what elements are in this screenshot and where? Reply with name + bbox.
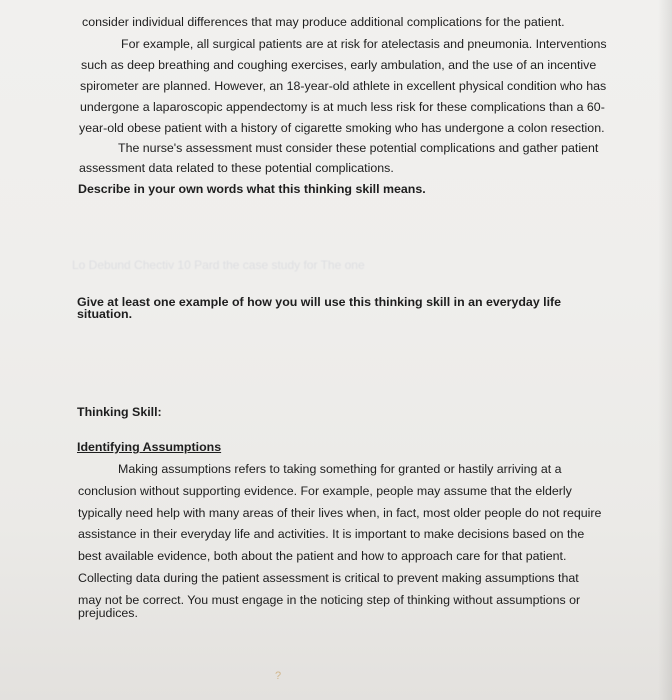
skill-paragraph-line: prejudices.	[78, 606, 138, 620]
paragraph-line: undergone a laparoscopic appendectomy is at much less risk for these complications than a 60-	[80, 100, 605, 114]
paragraph-line: For example, all surgical patients are at risk for atelectasis and pneumonia. Interventions	[121, 37, 607, 51]
paragraph-line: such as deep breathing and coughing exercises, early ambulation, and the use of an incentive	[81, 58, 597, 72]
page-edge-shadow	[658, 0, 672, 700]
skill-paragraph-line: typically need help with many areas of their lives when, in fact, most older people do not require	[78, 506, 602, 520]
paragraph-line: spirometer are planned. However, an 18-year-old athlete in excellent physical condition who has	[80, 79, 607, 93]
question-describe: Describe in your own words what this thinking skill means.	[78, 182, 426, 196]
skill-paragraph-line: conclusion without supporting evidence. For example, people may assume that the elderly	[78, 484, 572, 498]
page-mark: ?	[275, 670, 282, 682]
paragraph-line: assessment data related to these potential complications.	[79, 161, 394, 175]
skill-paragraph-line: may not be correct. You must engage in the noticing step of thinking without assumptions or	[78, 593, 581, 607]
paragraph-line: consider individual differences that may produce additional complications for the patient.	[82, 15, 565, 29]
skill-paragraph-line: Collecting data during the patient assessment is critical to prevent making assumptions that	[78, 571, 579, 585]
skill-paragraph-line: best available evidence, both about the patient and how to approach care for that patient.	[78, 549, 567, 563]
thinking-skill-heading: Thinking Skill:	[77, 405, 162, 419]
paragraph-line: The nurse's assessment must consider these potential complications and gather patient	[118, 141, 599, 155]
skill-title: Identifying Assumptions	[77, 440, 222, 454]
bleed-through-text: Lo Debund Chectiv 10 Pard the case study for The one	[72, 258, 365, 272]
skill-paragraph-line: Making assumptions refers to taking something for granted or hastily arriving at a	[118, 462, 562, 476]
paragraph-line: year-old obese patient with a history of cigarette smoking who has undergone a colon resection.	[79, 121, 605, 135]
question-example-line: Give at least one example of how you will use this thinking skill in an everyday life	[77, 295, 562, 309]
skill-paragraph-line: assistance in their everyday life and activities. It is important to make decisions based on the	[78, 527, 585, 541]
question-example-line: situation.	[77, 307, 133, 321]
